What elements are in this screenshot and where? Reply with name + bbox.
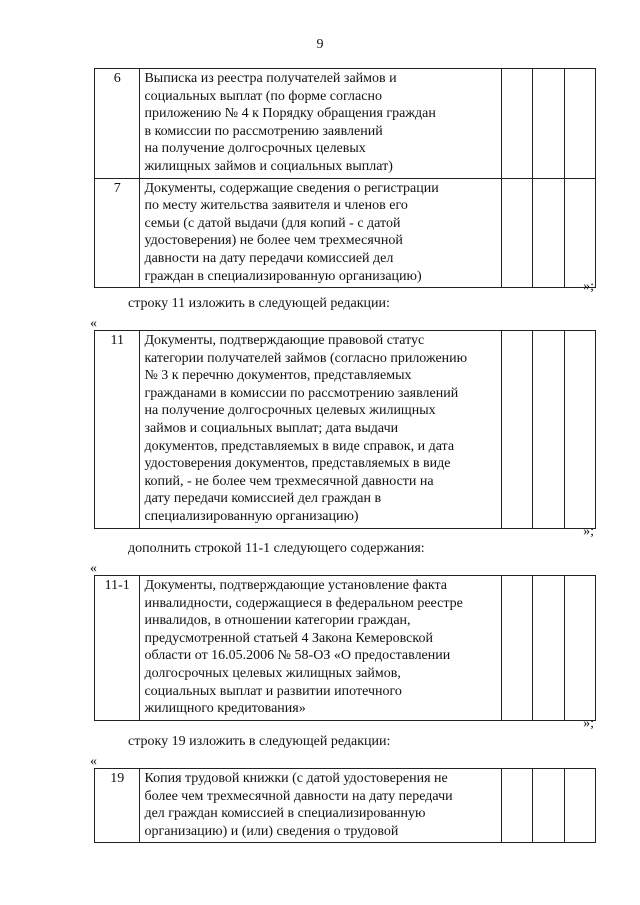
row-description bbox=[140, 178, 502, 288]
row-description bbox=[140, 331, 502, 529]
table-row-19 bbox=[95, 769, 596, 843]
description-line: инвалидов, в отношении категории граждан, bbox=[144, 613, 411, 629]
description-line: жилищных займов и социальных выплат) bbox=[144, 158, 393, 174]
description-line: более чем трехмесячной давности на дату передачи bbox=[144, 788, 453, 804]
row-number: 7 bbox=[95, 178, 140, 288]
row-description bbox=[140, 769, 502, 843]
description-line: займов и социальных выплат; дата выдачи bbox=[144, 420, 399, 436]
row-number: 6 bbox=[95, 69, 140, 179]
empty-cell bbox=[564, 769, 595, 843]
empty-cell bbox=[533, 69, 564, 179]
description-line: Документы, содержащие сведения о регистрации bbox=[144, 180, 439, 196]
empty-cell bbox=[502, 331, 533, 529]
row-number: 11 bbox=[95, 331, 140, 529]
description-line: удостоверения документов, представляемых в виде bbox=[144, 456, 451, 472]
table-row-6 bbox=[95, 69, 596, 179]
closing-quote: »; bbox=[583, 279, 594, 294]
description-line: давности на дату передачи комиссией дел bbox=[144, 250, 394, 266]
empty-cell bbox=[564, 178, 595, 288]
empty-cell bbox=[564, 69, 595, 179]
description-line: Копия трудовой книжки (с датой удостоверения не bbox=[144, 771, 448, 786]
row-number: 19 bbox=[95, 769, 140, 843]
description-line: гражданами в комиссии по рассмотрению заявлений bbox=[144, 385, 459, 401]
amendment-instruction: строку 19 изложить в следующей редакции: bbox=[128, 734, 391, 749]
description-line: дел граждан комиссией в специализированную bbox=[144, 806, 426, 822]
description-line: семьи (с датой выдачи (для копий - с датой bbox=[144, 215, 401, 231]
description-line: дату передачи комиссией дел граждан в bbox=[144, 491, 382, 507]
description-line: на получение долгосрочных целевых bbox=[144, 141, 366, 157]
description-line: специализированную организацию) bbox=[144, 508, 359, 524]
document-table-rows-6-7 bbox=[94, 68, 596, 288]
empty-cell bbox=[564, 331, 595, 529]
description-line: в комиссии по рассмотрению заявлений bbox=[144, 123, 383, 139]
closing-quote: »; bbox=[583, 716, 594, 731]
description-line: инвалидности, содержащиеся в федеральном реестре bbox=[144, 595, 463, 611]
row-description bbox=[140, 576, 502, 721]
description-line: документов, представляемых в виде справок, и дата bbox=[144, 438, 455, 454]
description-line: социальных выплат (по форме согласно bbox=[144, 88, 382, 104]
opening-quote: « bbox=[90, 316, 97, 331]
description-line: долгосрочных целевых жилищных займов, bbox=[144, 665, 401, 681]
empty-cell bbox=[502, 769, 533, 843]
amendment-instruction: дополнить строкой 11-1 следующего содержания: bbox=[128, 541, 425, 556]
row-description bbox=[140, 69, 502, 179]
description-line: Документы, подтверждающие установление факта bbox=[144, 578, 447, 593]
closing-quote: »; bbox=[583, 524, 594, 539]
description-line: приложению № 4 к Порядку обращения граждан bbox=[144, 106, 436, 122]
empty-cell bbox=[533, 331, 564, 529]
table-row-11 bbox=[95, 331, 596, 529]
description-line: Документы, подтверждающие правовой статус bbox=[144, 333, 425, 348]
empty-cell bbox=[502, 178, 533, 288]
empty-cell bbox=[564, 576, 595, 721]
page-number: 9 bbox=[316, 37, 324, 52]
empty-cell bbox=[502, 69, 533, 179]
amendment-instruction: строку 11 изложить в следующей редакции: bbox=[128, 296, 390, 311]
table-row-11-1 bbox=[95, 576, 596, 721]
description-line: на получение долгосрочных целевых жилищных bbox=[144, 403, 436, 419]
table-row-7 bbox=[95, 178, 596, 288]
empty-cell bbox=[533, 576, 564, 721]
opening-quote: « bbox=[90, 754, 97, 769]
description-line: Выписка из реестра получателей займов и bbox=[144, 71, 397, 86]
empty-cell bbox=[533, 769, 564, 843]
description-line: организацию) и (или) сведения о трудовой bbox=[144, 823, 399, 839]
description-line: жилищного кредитования» bbox=[144, 701, 306, 717]
description-line: по месту жительства заявителя и членов его bbox=[144, 198, 408, 214]
description-line: области от 16.05.2006 № 58-ОЗ «О предоставлении bbox=[144, 648, 451, 664]
document-table-row-19 bbox=[94, 768, 596, 843]
document-table-row-11 bbox=[94, 330, 596, 529]
description-line: граждан в специализированную организацию) bbox=[144, 268, 422, 284]
description-line: копий, - не более чем трехмесячной давности на bbox=[144, 473, 434, 489]
row-number: 11-1 bbox=[95, 576, 140, 721]
description-line: категории получателей займов (согласно приложению bbox=[144, 350, 468, 366]
empty-cell bbox=[533, 178, 564, 288]
description-line: № 3 к перечню документов, представляемых bbox=[144, 368, 412, 384]
description-line: удостоверения) не более чем трехмесячной bbox=[144, 233, 403, 249]
empty-cell bbox=[502, 576, 533, 721]
document-table-row-11-1 bbox=[94, 575, 596, 721]
description-line: социальных выплат и развитии ипотечного bbox=[144, 683, 402, 699]
opening-quote: « bbox=[90, 561, 97, 576]
description-line: предусмотренной статьей 4 Закона Кемеровской bbox=[144, 630, 433, 646]
